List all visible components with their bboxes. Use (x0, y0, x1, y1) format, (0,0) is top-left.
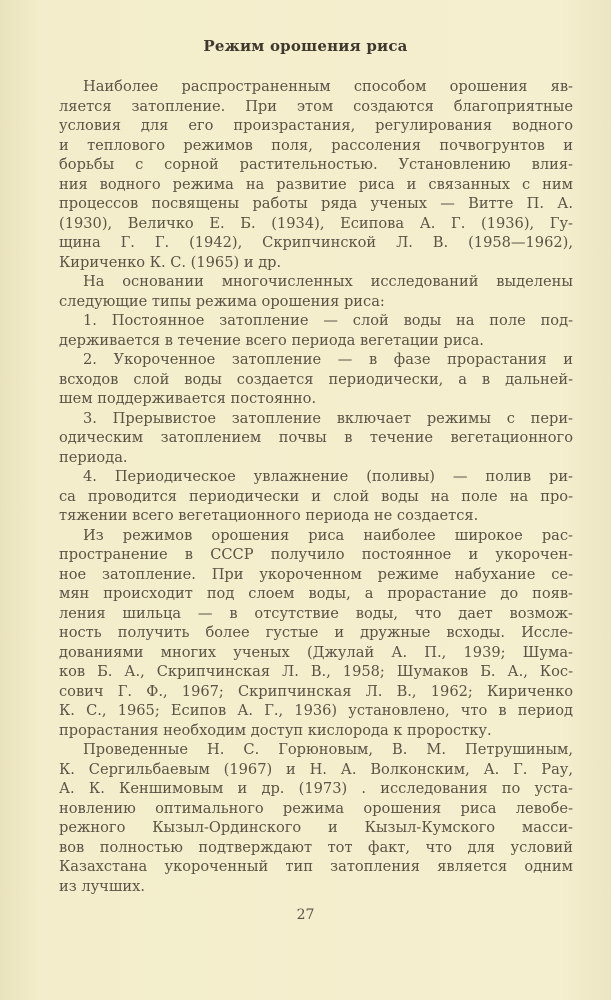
text-line: всходов слой воды создается периодически, а в дальней- (59, 370, 573, 388)
text-line: сович Г. Ф., 1967; Скрипчинская Л. В., 1962; Кириченко (59, 682, 573, 700)
text-line: прорастания необходим доступ кислорода к проростку. (59, 721, 492, 739)
text-line: ления шильца — в отсутствие воды, что дает возмож- (59, 604, 573, 622)
text-line: новлению оптимального режима орошения риса левобе- (59, 799, 573, 817)
text-line: Кириченко К. С. (1965) и др. (59, 253, 282, 271)
text-line: Казахстана укороченный тип затопления является одним (59, 858, 573, 875)
text-line: На основании многочисленных исследований выделены (83, 273, 573, 290)
text-line: борьбы с сорной растительностью. Установлению влия- (59, 156, 573, 173)
text-line: ность получить более густые и дружные всходы. Иссле- (59, 624, 573, 641)
text-line: условия для его произрастания, регулирования водного (59, 117, 573, 134)
text-line: пространение в СССР получило постоянное и укорочен- (59, 546, 573, 563)
text-line: периода. (59, 448, 128, 466)
text-line: К. Сергильбаевым (1967) и Н. А. Волконским, А. Г. Рау, (59, 760, 573, 778)
text-line: следующие типы режима орошения риса: (59, 292, 385, 310)
text-line: и теплового режимов поля, рассоления почвогрунтов и (59, 136, 573, 154)
page-number: 27 (296, 907, 315, 923)
text-line: процессов посвящены работы ряда ученых — Витте П. А. (59, 195, 573, 212)
text-line: держивается в течение всего периода вегетации риса. (59, 331, 484, 349)
text-line: тяжении всего вегетационного периода не создается. (59, 507, 479, 524)
text-line: 4. Периодическое увлажнение (поливы) — полив ри- (83, 468, 573, 485)
body-text (59, 77, 573, 896)
text-line: Наиболее распространенным способом орошения яв- (83, 78, 573, 95)
text-line: ков Б. А., Скрипчинская Л. В., 1958; Шумаков Б. А., Кос- (59, 663, 573, 680)
text-line: (1930), Величко Е. Б. (1934), Есипова А. Г. (1936), Гу- (59, 214, 573, 232)
text-line: А. К. Кеншимовым и др. (1973) . исследования по уста- (59, 780, 573, 797)
text-line: Проведенные Н. С. Горюновым, В. М. Петрушиным, (83, 741, 573, 758)
text-line: ное затопление. При укороченном режиме набухание се- (59, 565, 573, 583)
text-line: мян происходит под слоем воды, а прорастание до появ- (59, 585, 573, 602)
text-line: 3. Прерывистое затопление включает режимы с пери- (83, 409, 573, 427)
text-line: дованиями многих ученых (Джулай А. П., 1939; Шума- (59, 643, 573, 661)
text-line: 1. Постоянное затопление — слой воды на поле под- (83, 312, 573, 329)
section-title: Режим орошения риса (203, 37, 408, 55)
text-line: щина Г. Г. (1942), Скрипчинской Л. В. (1958—1962), (59, 234, 573, 251)
text-line: вов полностью подтверждают тот факт, что для условий (59, 838, 573, 856)
text-line: К. С., 1965; Есипов А. Г., 1936) установлено, что в период (59, 702, 573, 719)
text-line: одическим затоплением почвы в течение вегетационного (59, 429, 573, 446)
text-line: режного Кызыл-Ординского и Кызыл-Кумского масси- (59, 819, 573, 836)
text-line: из лучших. (59, 877, 145, 895)
text-line: 2. Укороченное затопление — в фазе прорастания и (83, 351, 573, 368)
text-line: ляется затопление. При этом создаются благоприятные (59, 97, 573, 115)
text-line: са проводится периодически и слой воды на поле на про- (59, 487, 573, 505)
text-line: Из режимов орошения риса наиболее широкое рас- (83, 526, 573, 544)
text-line: шем поддерживается постоянно. (59, 390, 317, 407)
text-line: ния водного режима на развитие риса и связанных с ним (59, 175, 573, 193)
